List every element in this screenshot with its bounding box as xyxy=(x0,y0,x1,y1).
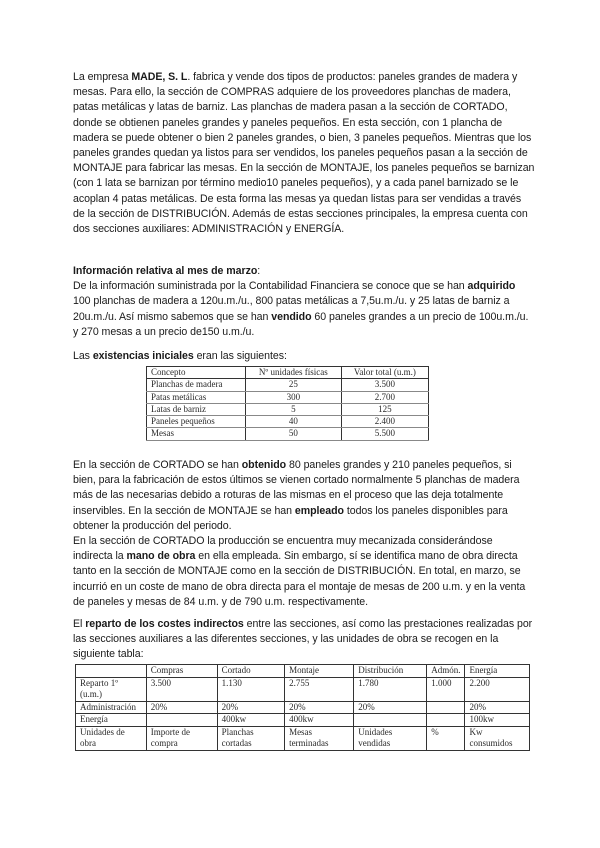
table-cell xyxy=(146,714,217,727)
production-text-4: En la sección de CORTADO la producción se encuentra muy mecanizada considerándose indirecta la xyxy=(73,535,493,563)
reparto-header-row xyxy=(76,665,530,678)
table-cell: Latas de barniz xyxy=(147,403,246,415)
table-cell: 1.000 xyxy=(427,677,465,701)
table-cell: 300 xyxy=(245,391,341,403)
reparto-post: entre las secciones, así como las prestaciones realizadas por las secciones auxiliares a las diferentes secciones, y las unidades de obra se recogen en la siguiente tabla: xyxy=(73,618,533,661)
column-header: Compras xyxy=(146,665,217,678)
column-header: Energía xyxy=(465,665,530,678)
column-header: Valor total (u.m.) xyxy=(341,367,428,379)
table-cell: 50 xyxy=(245,428,341,440)
table-row xyxy=(76,726,530,750)
table-cell: Administración xyxy=(76,701,147,714)
production-text-3: todos los paneles disponibles para obtener la producción del periodo. xyxy=(73,504,508,532)
table-cell: 5 xyxy=(245,403,341,415)
adquirido-bold: adquirido xyxy=(467,280,516,293)
existencias-pre: Las xyxy=(73,350,93,362)
existencias-post: eran las siguientes: xyxy=(193,350,287,362)
table-cell: Paneles pequeños xyxy=(147,416,246,428)
intro-pre: La empresa xyxy=(73,71,132,83)
table-cell xyxy=(427,714,465,727)
table-cell: Mesas xyxy=(147,428,246,440)
table-row xyxy=(147,391,429,403)
column-header: Distribución xyxy=(354,665,427,678)
company-name: MADE, S. L xyxy=(131,71,188,83)
table-cell: Unidades vendidas xyxy=(354,726,427,750)
table-cell: 40 xyxy=(245,416,341,428)
table-cell: 2.200 xyxy=(465,677,530,701)
existencias-bold: existencias iniciales xyxy=(92,350,194,362)
table-cell: Planchas cortadas xyxy=(217,726,284,750)
table-cell: 2.755 xyxy=(285,677,354,701)
march-text-2: 100 planchas de madera a 120u.m./u., 800 patas metálicas a 7,5u.m./u. y 25 latas de barniz a 20u.m./u. Así mismo sabemos que se han xyxy=(73,295,510,323)
table-row xyxy=(76,677,530,701)
table-cell: 3.500 xyxy=(146,677,217,701)
column-header: Montaje xyxy=(285,665,354,678)
table-cell: Reparto 1º (u.m.) xyxy=(76,677,147,701)
table-cell: 400kw xyxy=(285,714,354,727)
production-section xyxy=(73,458,535,610)
empleado-bold: empleado xyxy=(294,504,344,517)
reparto-bold: reparto de los costes indirectos xyxy=(85,618,244,630)
table-cell: 1.780 xyxy=(354,677,427,701)
table-cell: 400kw xyxy=(217,714,284,727)
table-cell: 25 xyxy=(245,379,341,391)
column-header: Nº unidades físicas xyxy=(245,367,341,379)
table-cell: Unidades de obra xyxy=(76,726,147,750)
march-heading-colon: : xyxy=(257,265,261,277)
table-cell xyxy=(354,714,427,727)
table-cell: Importe de compra xyxy=(146,726,217,750)
table-cell: % xyxy=(427,726,465,750)
intro-text: . fabrica y vende dos tipos de productos: paneles grandes de madera y mesas. Para ello, la sección de COMPRAS adquiere de los proveedores planchas de madera, patas metálicas y latas de barniz. Las planchas de madera pasan a la sección de CORTADO, donde se obtienen paneles grandes y paneles pequeños. En esta sección, con 1 plancha de madera se puede obtener o bien 2 paneles grandes, o bien, 3 paneles pequeños. Mientras que los paneles grandes quedan ya listos para ser vendidos, los paneles pequeños pasan a la sección de MONTAJE para fabricar las mesas. En la sección de MONTAJE, los paneles pequeños se barnizan (con 1 lata se barnizan por término medio10 paneles pequeños), y a cada panel barnizado se le acoplan 4 patas metálicas. De esta forma las mesas ya quedan listas para ser vendidas a través de la sección de DISTRIBUCIÓN. Además de estas secciones principales, la empresa cuenta con dos secciones auxiliares: ADMINISTRACIÓN y ENERGÍA. xyxy=(73,71,535,236)
existencias-header-row xyxy=(147,367,429,379)
table-cell: 2.400 xyxy=(341,416,428,428)
table-cell: 1.130 xyxy=(217,677,284,701)
production-text-5: en ella empleada. Sin embargo, sí se identifica mano de obra directa tanto en la sección de MONTAJE como en la sección de DISTRIBUCIÓN. En total, en marzo, se incurrió en un coste de mano de obra directa para el montaje de mesas de 200 u.m. y en la venta de paneles y mesas de 84 u.m. y de 790 u.m. respectivamente. xyxy=(73,550,526,608)
table-row xyxy=(147,416,429,428)
table-row xyxy=(147,403,429,415)
table-cell: 2.700 xyxy=(341,391,428,403)
table-row xyxy=(147,428,429,440)
reparto-intro xyxy=(73,617,535,663)
table-cell: 3.500 xyxy=(341,379,428,391)
table-cell: 100kw xyxy=(465,714,530,727)
table-row xyxy=(76,701,530,714)
mano-de-obra-bold: mano de obra xyxy=(126,550,196,563)
column-header: Concepto xyxy=(147,367,246,379)
reparto-pre: El xyxy=(73,618,86,630)
intro-paragraph xyxy=(73,70,535,237)
table-row xyxy=(147,379,429,391)
table-cell: Mesas terminadas xyxy=(285,726,354,750)
table-cell: 20% xyxy=(465,701,530,714)
table-cell: Patas metálicas xyxy=(147,391,246,403)
reparto-table xyxy=(75,664,530,751)
march-text-3: 60 paneles grandes a un precio de 100u.m./u. y 270 mesas a un precio de150 u.m./u. xyxy=(73,310,529,338)
table-cell: 20% xyxy=(146,701,217,714)
column-header: Cortado xyxy=(217,665,284,678)
table-row xyxy=(76,714,530,727)
march-heading: Información relativa al mes de marzo xyxy=(73,265,258,277)
table-cell: 20% xyxy=(217,701,284,714)
vendido-bold: vendido xyxy=(271,310,312,323)
table-cell: Kw consumidos xyxy=(465,726,530,750)
table-cell: 125 xyxy=(341,403,428,415)
obtenido-bold: obtenido xyxy=(241,459,287,471)
march-text-1: De la información suministrada por la Contabilidad Financiera se conoce que se han xyxy=(73,280,468,293)
column-header: Admón. xyxy=(427,665,465,678)
table-cell: 20% xyxy=(285,701,354,714)
table-cell: Planchas de madera xyxy=(147,379,246,391)
production-text-1: En la sección de CORTADO se han xyxy=(73,459,242,471)
table-cell: 20% xyxy=(354,701,427,714)
table-cell: 5.500 xyxy=(341,428,428,440)
existencias-intro xyxy=(73,349,535,364)
column-header xyxy=(76,665,147,678)
march-section xyxy=(73,264,535,340)
production-text-2: 80 paneles grandes y 210 paneles pequeños, si bien, para la fabricación de estos últimos se vienen cortado normalmente 5 planchas de madera más de las necesarias debido a roturas de las mismas en el proceso que las deja totalmente inservibles. En la sección de MONTAJE se han xyxy=(73,459,520,517)
existencias-table xyxy=(146,366,429,441)
table-cell: Energía xyxy=(76,714,147,727)
table-cell xyxy=(427,701,465,714)
